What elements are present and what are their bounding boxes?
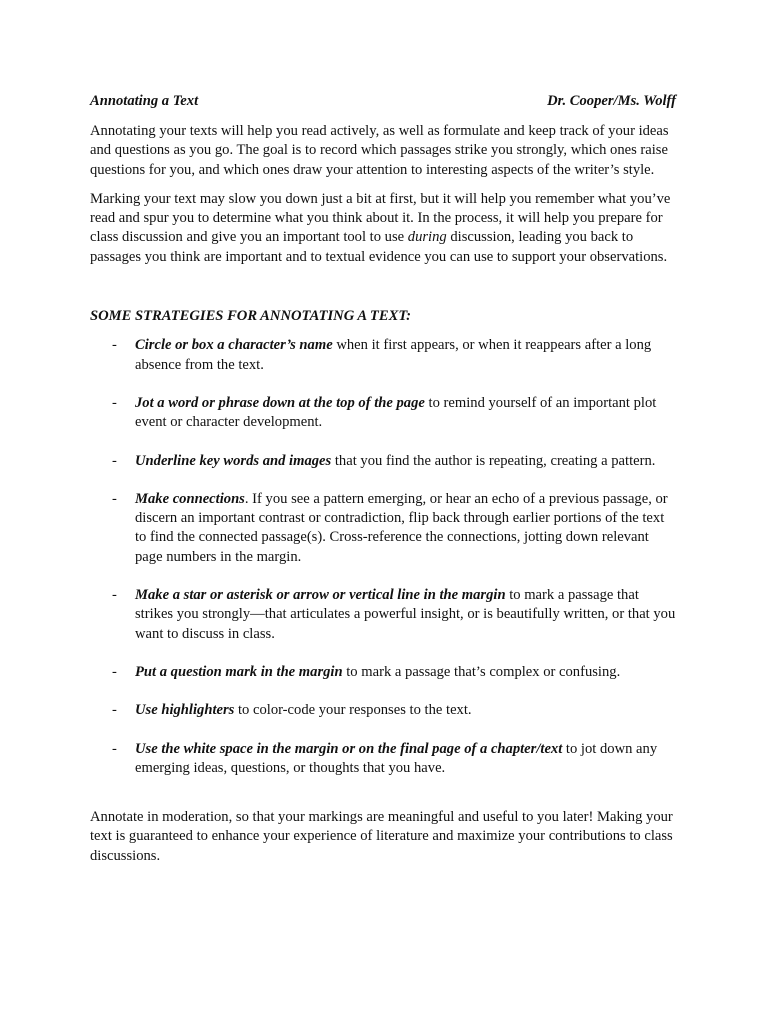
strategy-emphasis: Circle or box a character’s name [135,337,333,354]
strategy-text: to mark a passage that’s complex or confusing. [342,663,621,680]
strategy-text: that you find the author is repeating, creating a pattern. [331,452,656,469]
strategy-text: to jot down any emerging ideas, questions, or thoughts that you have. [135,740,658,776]
list-bullet: - [112,394,117,411]
list-bullet: - [112,702,117,719]
list-bullet: - [112,490,117,507]
strategies-list [90,336,676,778]
strategy-item [90,452,676,471]
intro-paragraph-1: Annotating your texts will help you read actively, as well as formulate and keep track of your ideas and questions as you go. The goal is to record which passages strike you strongly, which ones raise questions for you, and which ones draw your attention to interesting aspects of the writer’s style. [90,123,669,178]
strategy-item [90,740,676,779]
document-authors: Dr. Cooper/Ms. Wolff [547,93,676,109]
strategy-text: when it first appears, or when it reappears after a long absence from the text. [135,337,652,373]
intro-paragraph-2-end: discussion, leading you back to passages you think are important and to textual evidence you can use to support your observations. [90,229,668,265]
document-page [90,92,676,876]
strategy-emphasis: Use the white space in the margin or on the final page of a chapter/text [135,740,563,757]
strategy-text: to mark a passage that strikes you strongly—that articulates a powerful insight, or is beautifully written, or that you want to discuss in class. [135,587,676,642]
list-bullet: - [112,740,117,757]
strategy-item [90,663,676,682]
closing-paragraph: Annotate in moderation, so that your markings are meaningful and useful to you later! Making your text is guaranteed to enhance your experience of literature and maximize your contributions to class discussions. [90,809,673,864]
document-header [90,92,676,112]
intro-paragraph-2-italic: during [407,229,447,246]
intro-paragraph-2 [90,190,676,267]
strategy-emphasis: Underline key words and images [135,452,332,469]
list-bullet: - [112,452,117,469]
strategy-emphasis: Jot a word or phrase down at the top of the page [135,394,425,411]
list-bullet: - [112,663,117,680]
document-title: Annotating a Text [90,93,199,109]
strategy-item [90,490,676,567]
strategy-item [90,586,676,644]
strategy-emphasis: Make a star or asterisk or arrow or vertical line in the margin [135,587,506,604]
strategies-heading: SOME STRATEGIES FOR ANNOTATING A TEXT: [90,308,412,325]
strategy-emphasis: Use highlighters [135,702,235,719]
strategy-emphasis: Make connections [135,490,245,507]
strategy-item [90,336,676,375]
strategy-text: to color-code your responses to the text. [234,702,472,719]
list-bullet: - [112,587,117,604]
strategy-emphasis: Put a question mark in the margin [135,663,343,680]
strategy-text: . If you see a pattern emerging, or hear an echo of a previous passage, or discern an important contrast or contradiction, flip back through earlier portions of the text to find the connected passage(s). Cross-reference the connections, jotting down relevant page numbers in the margin. [135,490,668,565]
intro-paragraph-2-start: Marking your text may slow you down just a bit at first, but it will help you remember what you’ve read and spur you to determine what you think about it. In the process, it will help you prepare for class discussion and give you an important tool to use [90,190,671,246]
strategy-text: to remind yourself of an important plot event or character development. [135,394,657,431]
list-bullet: - [112,337,117,354]
strategy-item [90,701,676,720]
strategy-item [90,394,676,433]
